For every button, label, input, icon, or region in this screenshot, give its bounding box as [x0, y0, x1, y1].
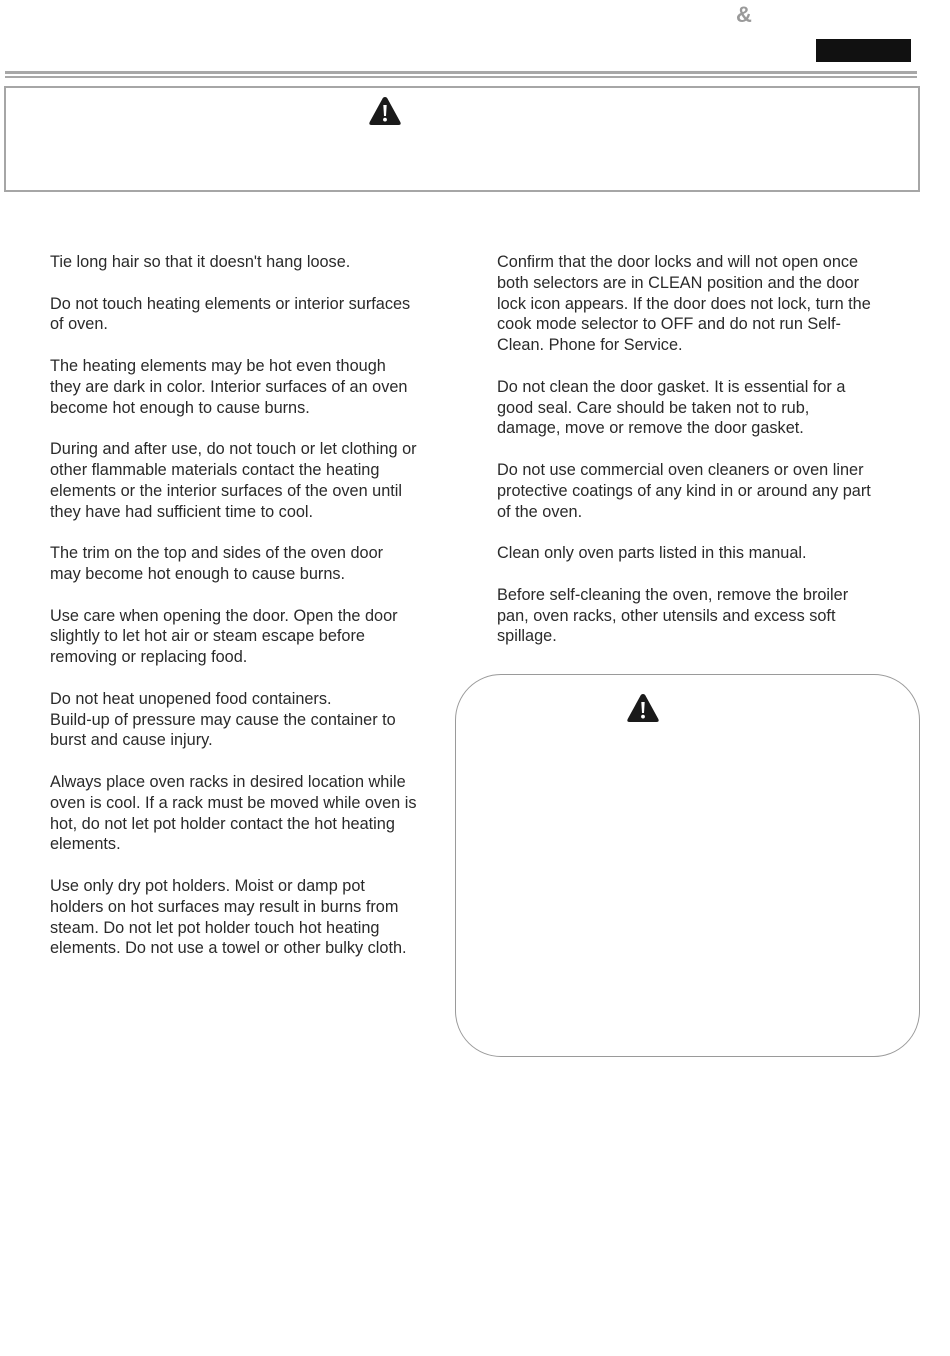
warning-triangle-icon — [626, 692, 660, 724]
safety-paragraph: Before self-cleaning the oven, remove the broiler pan, oven racks, other utensils and excess soft spillage. — [497, 585, 849, 646]
header-rule — [5, 71, 917, 74]
left-column — [50, 252, 470, 980]
header-rule-secondary — [5, 76, 917, 78]
warning-box — [4, 86, 920, 192]
safety-paragraph: Confirm that the door locks and will not open once both selectors are in CLEAN position and the door lock icon appears. If the door does not lock, turn the cook mode selector to OFF and do not run Self- Clean. Phone for Service. — [497, 253, 871, 355]
safety-paragraph: Use only dry pot holders. Moist or damp pot holders on hot surfaces may result in burns from steam. Do not let pot holder touch hot heating elements. Do not use a towel or other bulky cloth. — [50, 876, 407, 958]
safety-paragraph: Use care when opening the door. Open the door slightly to let hot air or steam escape before removing or replacing food. — [50, 606, 398, 667]
right-column — [497, 252, 917, 668]
warning-triangle-icon — [368, 95, 402, 127]
safety-paragraph: Do not touch heating elements or interior surfaces of oven. — [50, 294, 411, 334]
safety-paragraph: During and after use, do not touch or let clothing or other flammable materials contact the heating elements or the interior surfaces of the oven until they have had sufficient time to cool. — [50, 440, 417, 521]
header-ampersand: & — [736, 2, 752, 27]
safety-paragraph: Do not clean the door gasket. It is essential for a good seal. Care should be taken not to rub, damage, move or remove the door gasket. — [497, 377, 846, 438]
safety-paragraph: The heating elements may be hot even though they are dark in color. Interior surfaces of an oven become hot enough to cause burns. — [50, 356, 408, 417]
safety-paragraph: Tie long hair so that it doesn't hang loose. — [50, 253, 351, 271]
safety-paragraph: Clean only oven parts listed in this manual. — [497, 544, 807, 563]
safety-paragraph: Do not heat unopened food containers. Build-up of pressure may cause the container to burst and cause injury. — [50, 689, 396, 750]
caution-box — [455, 674, 920, 1057]
safety-paragraph: Always place oven racks in desired location while oven is cool. If a rack must be moved while oven is hot, do not let pot holder contact the hot heating elements. — [50, 772, 417, 854]
safety-paragraph: Do not use commercial oven cleaners or oven liner protective coatings of any kind in or around any part of the oven. — [497, 460, 871, 521]
safety-paragraph: The trim on the top and sides of the oven door may become hot enough to cause burns. — [50, 544, 384, 583]
section-tab — [816, 39, 911, 62]
